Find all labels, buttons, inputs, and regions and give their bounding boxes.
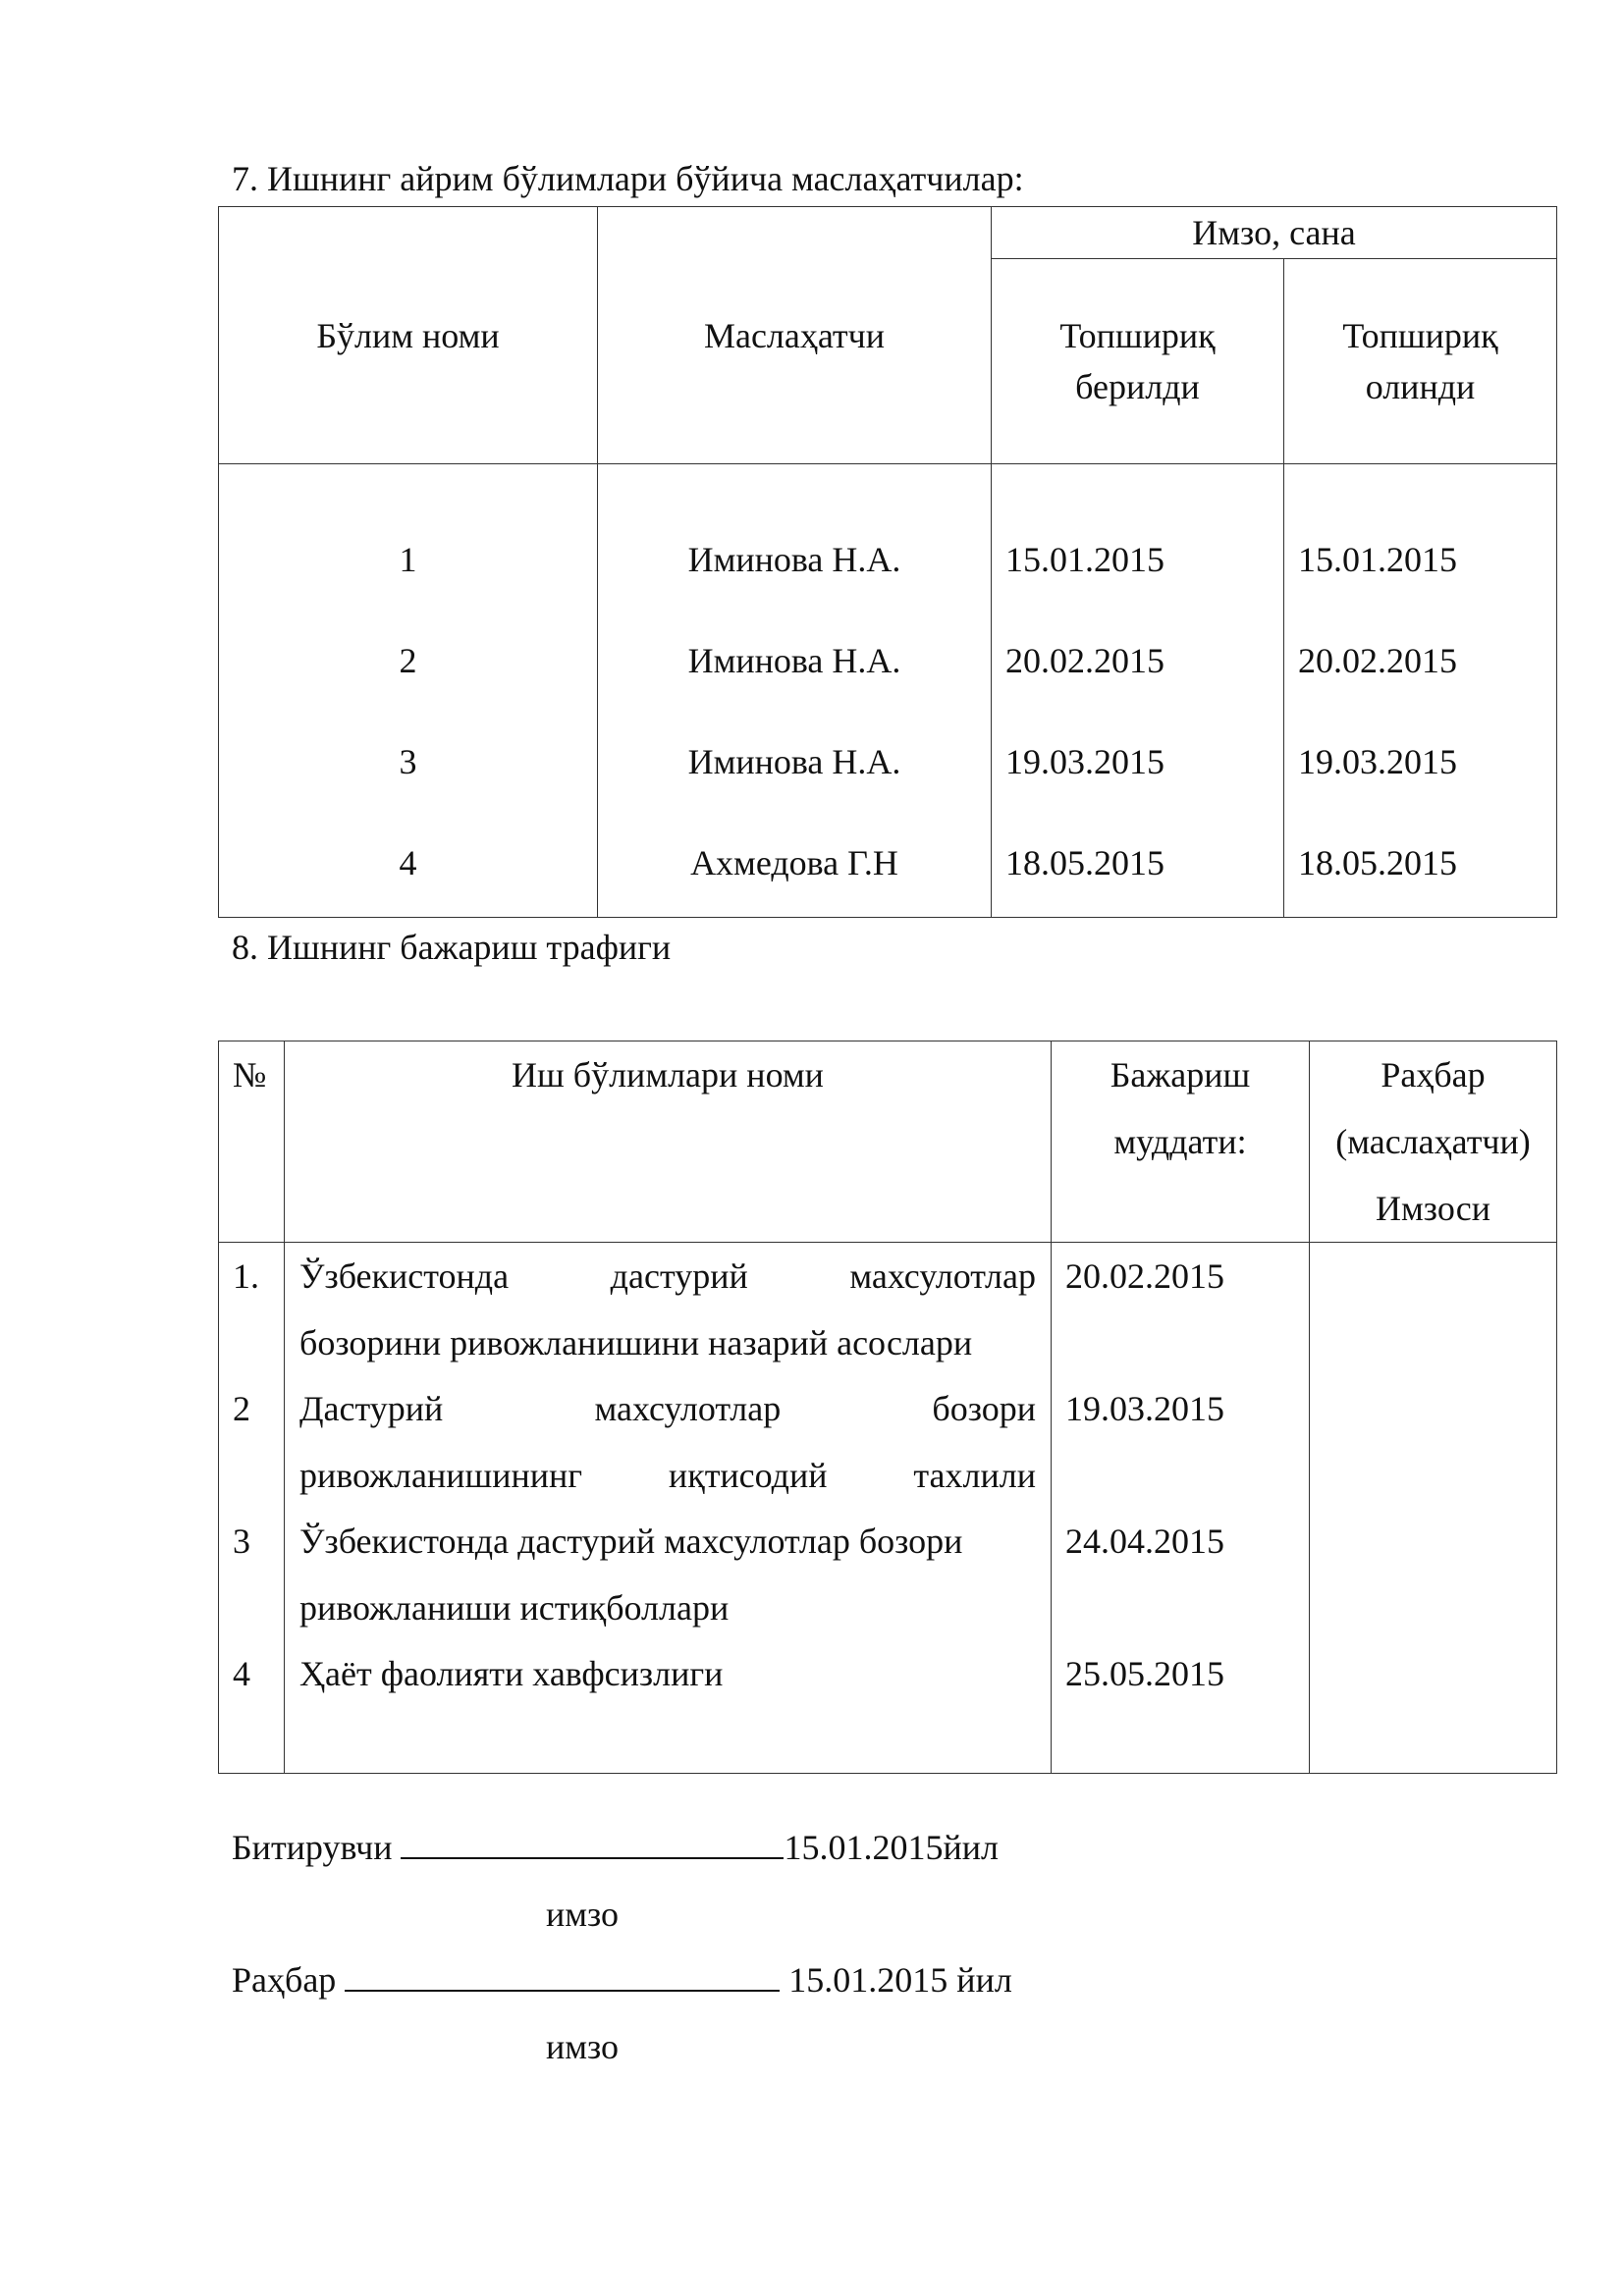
table-row-num: 2 — [399, 641, 417, 680]
header-consultant: Маслаҳатчи — [598, 207, 992, 464]
received-date: 15.01.2015 — [1298, 540, 1457, 579]
consultants-table — [218, 206, 1557, 918]
deadline-date: 25.05.2015 — [1065, 1654, 1224, 1693]
given-dates-column — [992, 464, 1284, 918]
list-item — [299, 1508, 1036, 1640]
section7-heading: 7. Ишнинг айрим бўлимлари бўйича маслаҳатчилар: — [232, 159, 1024, 198]
supervisor-date: 15.01.2015 йил — [788, 1960, 1012, 2000]
work-section-name: Ўзбекистонда дастурий махсулотлар бозори — [299, 1522, 963, 1561]
supervisor-signature-caption: имзо — [546, 2027, 620, 2066]
given-date: 15.01.2015 — [1005, 540, 1164, 579]
table-row-num: 1 — [399, 540, 417, 579]
table-row-num: 4 — [399, 843, 417, 882]
graduate-signature-line — [232, 1826, 999, 1869]
graduate-signature-blank — [401, 1826, 784, 1859]
header-signature-date: Имзо, сана — [992, 207, 1557, 259]
supervisor-signature-line — [232, 1958, 1012, 2002]
graduate-label: Битирувчи — [232, 1828, 393, 1867]
schedule-numbers-column — [219, 1243, 285, 1774]
received-date: 20.02.2015 — [1298, 641, 1457, 680]
header-task-received: Топшириқ олинди — [1284, 259, 1557, 464]
schedule-signature-column — [1310, 1243, 1557, 1774]
consultants-column — [598, 464, 992, 918]
supervisor-signature-blank — [345, 1958, 780, 1992]
consultant-name: Иминова Н.А. — [687, 742, 901, 781]
consultant-name: Иминова Н.А. — [687, 540, 901, 579]
work-section-name: ривожланиши истиқболлари — [299, 1588, 730, 1628]
graduate-date: 15.01.2015йил — [784, 1828, 999, 1867]
received-date: 18.05.2015 — [1298, 843, 1457, 882]
work-section-name: Ҳаёт фаолияти хавфсизлиги — [299, 1654, 724, 1693]
schedule-names-column — [285, 1243, 1052, 1774]
consultant-name: Иминова Н.А. — [687, 641, 901, 680]
schedule-deadlines-column — [1052, 1243, 1310, 1774]
deadline-date: 24.04.2015 — [1065, 1522, 1224, 1561]
given-date: 19.03.2015 — [1005, 742, 1164, 781]
work-section-name: бозорини ривожланишини назарий асослари — [299, 1323, 973, 1362]
schedule-table — [218, 1041, 1557, 1774]
section8-heading: 8. Ишнинг бажариш трафиги — [232, 928, 672, 967]
table-row-num: 2 — [233, 1389, 250, 1428]
given-date: 20.02.2015 — [1005, 641, 1164, 680]
given-date: 18.05.2015 — [1005, 843, 1164, 882]
header-task-given: Топшириқ берилди — [992, 259, 1284, 464]
received-dates-column — [1284, 464, 1557, 918]
header-section-name: Бўлим номи — [219, 207, 598, 464]
table-row-num: 1. — [233, 1256, 259, 1296]
list-item — [299, 1243, 1036, 1375]
work-section-name: Дастурий махсулотлар бозори — [299, 1389, 1036, 1428]
list-item — [299, 1375, 1036, 1508]
supervisor-label: Раҳбар — [232, 1960, 337, 2000]
work-section-name: ривожланишининг иқтисодий тахлили — [299, 1456, 1036, 1495]
list-item — [299, 1640, 1036, 1773]
table-row-num: 4 — [233, 1654, 250, 1693]
received-date: 19.03.2015 — [1298, 742, 1457, 781]
section-numbers-column — [219, 464, 598, 918]
consultant-name: Ахмедова Г.Н — [690, 843, 898, 882]
table-row-num: 3 — [233, 1522, 250, 1561]
graduate-signature-caption: имзо — [546, 1895, 620, 1934]
table-row-num: 3 — [399, 742, 417, 781]
deadline-date: 20.02.2015 — [1065, 1256, 1224, 1296]
header-supervisor-signature: Раҳбар (маслаҳатчи) Имзоси — [1310, 1041, 1557, 1243]
header-work-section: Иш бўлимлари номи — [285, 1041, 1052, 1243]
work-section-name: Ўзбекистонда дастурий махсулотлар — [299, 1256, 1036, 1296]
header-deadline: Бажариш муддати: — [1052, 1041, 1310, 1243]
deadline-date: 19.03.2015 — [1065, 1389, 1224, 1428]
header-number: № — [219, 1041, 285, 1243]
